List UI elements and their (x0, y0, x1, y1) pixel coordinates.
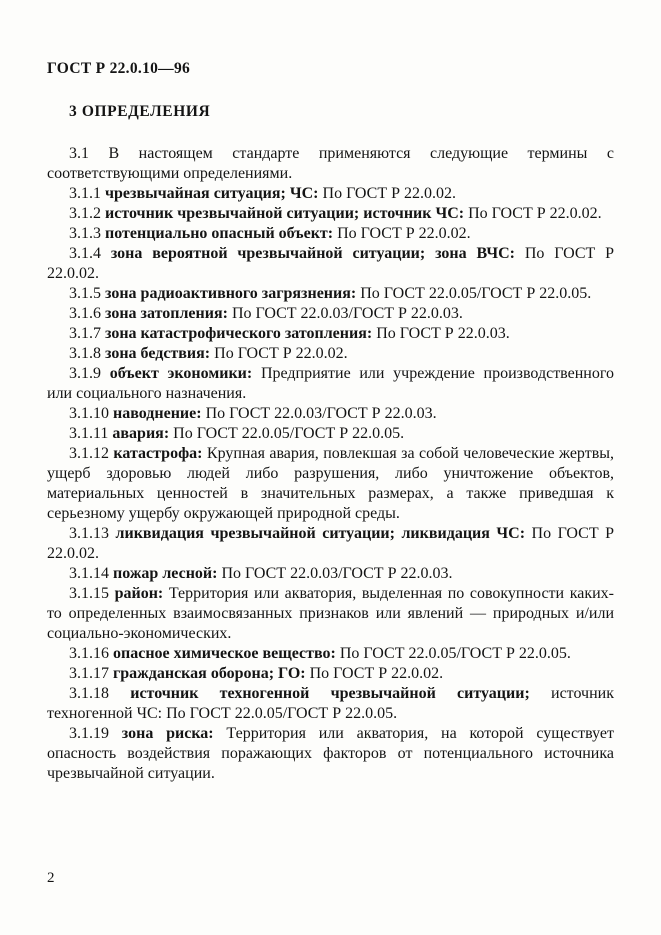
paragraph (47, 444, 614, 524)
para-term: авария: (112, 425, 170, 442)
para-number: 3.1.13 (69, 525, 116, 542)
paragraph (47, 424, 614, 444)
para-term: пожар лесной: (113, 565, 218, 582)
paragraph (47, 224, 614, 244)
para-number: 3.1.9 (69, 365, 110, 382)
para-text: По ГОСТ Р 22.0.02. (468, 205, 602, 222)
paragraph (47, 204, 614, 224)
para-number: 3.1.12 (69, 445, 114, 462)
para-text: По ГОСТ 22.0.05/ГОСТ Р 22.0.05. (360, 285, 592, 302)
para-number: 3.1.4 (69, 245, 111, 262)
para-text: Территория или акватория, на которой существует опасность воздействия поражающих факторов от потенциального источника чрезвычайной ситуации. (47, 725, 615, 782)
paragraph (47, 404, 614, 424)
para-number: 3.1.3 (69, 225, 105, 242)
para-number: 3.1.5 (69, 285, 105, 302)
paragraph (47, 344, 614, 364)
para-term: наводнение: (113, 405, 202, 422)
para-text: По ГОСТ Р 22.0.02. (47, 525, 615, 562)
paragraph (47, 244, 614, 284)
para-text: По ГОСТ Р 22.0.02. (214, 345, 348, 362)
para-text: По ГОСТ 22.0.05/ГОСТ Р 22.0.05. (173, 425, 405, 442)
para-number: 3.1.8 (69, 345, 105, 362)
para-term: источник техногенной чрезвычайной ситуации; (130, 685, 530, 702)
para-term: объект экономики: (109, 365, 253, 382)
para-text: По ГОСТ 22.0.03/ГОСТ Р 22.0.03. (221, 565, 453, 582)
para-number: 3.1.7 (69, 325, 105, 342)
paragraph (47, 524, 614, 564)
para-term: потенциально опасный объект: (105, 225, 334, 242)
para-term: катастрофа: (113, 445, 203, 462)
para-number: 3.1.6 (69, 305, 105, 322)
paragraph (47, 364, 614, 404)
para-number: 3.1.14 (69, 565, 113, 582)
para-term: зона затопления: (105, 305, 228, 322)
para-number: 3.1.16 (69, 645, 113, 662)
para-term: источник чрезвычайной ситуации; источник ЧС: (105, 205, 465, 222)
para-term: гражданская оборона; ГО: (113, 665, 306, 682)
paragraph (47, 724, 614, 784)
paragraph (47, 144, 614, 184)
para-number: 3.1.19 (69, 725, 122, 742)
paragraph (47, 564, 614, 584)
paragraph (47, 284, 614, 304)
para-term: зона риска: (121, 725, 214, 742)
para-term: зона катастрофического затопления: (105, 325, 373, 342)
paragraph (47, 324, 614, 344)
para-term: ликвидация чрезвычайной ситуации; ликвидация ЧС: (115, 525, 526, 542)
para-text: По ГОСТ Р 22.0.03. (376, 325, 510, 342)
para-text: Крупная авария, повлекшая за собой человеческие жертвы, ущерб здоровью людей либо разрушения, либо уничтожение объектов, материальных ценностей в значительных размерах, а также приведшая к серьезному ущербу окружающей природной среды. (47, 445, 615, 522)
para-number: 3.1.17 (69, 665, 113, 682)
para-number: 3.1.15 (69, 585, 115, 602)
para-number: 3.1.10 (69, 405, 113, 422)
para-text: По ГОСТ 22.0.05/ГОСТ Р 22.0.05. (339, 645, 571, 662)
para-text: По ГОСТ Р 22.0.02. (322, 185, 457, 202)
document-header: ГОСТ Р 22.0.10—96 (47, 60, 191, 77)
para-text: Предприятие или учреждение производственного или социального назначения. (47, 365, 615, 402)
paragraph (47, 184, 614, 204)
paragraph-list (47, 144, 614, 784)
paragraph (47, 684, 614, 724)
para-number: 3.1.1 (69, 185, 105, 202)
para-text: По ГОСТ Р 22.0.02. (337, 225, 471, 242)
para-term: зона радиоактивного загрязнения: (105, 285, 357, 302)
para-text: По ГОСТ 22.0.03/ГОСТ Р 22.0.03. (205, 405, 437, 422)
paragraph (47, 304, 614, 324)
para-number: 3.1 (69, 145, 109, 162)
para-text: По ГОСТ Р 22.0.02. (309, 665, 444, 682)
para-text: В настоящем стандарте применяются следующие термины с соответствующими определениями. (47, 145, 615, 182)
paragraph (47, 644, 614, 664)
section-title: 3 ОПРЕДЕЛЕНИЯ (69, 103, 211, 120)
para-term: чрезвычайная ситуация; ЧС: (105, 185, 319, 202)
page-content (47, 60, 614, 784)
para-term: опасное химическое вещество: (113, 645, 336, 662)
para-text: Территория или акватория, выделенная по совокупности каких-то определенных взаимосвязанных признаков или явлений — природных и/или социально-экономических. (47, 585, 614, 642)
paragraph (47, 664, 614, 684)
para-number: 3.1.2 (69, 205, 105, 222)
para-term: зона бедствия: (105, 345, 211, 362)
para-text: По ГОСТ Р 22.0.02. (47, 245, 614, 282)
para-term: район: (114, 585, 164, 602)
para-number: 3.1.11 (69, 425, 113, 442)
para-term: зона вероятной чрезвычайной ситуации; зона ВЧС: (110, 245, 515, 262)
para-text: источник техногенной ЧС: По ГОСТ 22.0.05/ГОСТ Р 22.0.05. (47, 685, 614, 722)
para-text: По ГОСТ 22.0.03/ГОСТ Р 22.0.03. (231, 305, 463, 322)
para-number: 3.1.18 (69, 685, 131, 702)
paragraph (47, 584, 614, 644)
page-number: 2 (47, 870, 55, 886)
